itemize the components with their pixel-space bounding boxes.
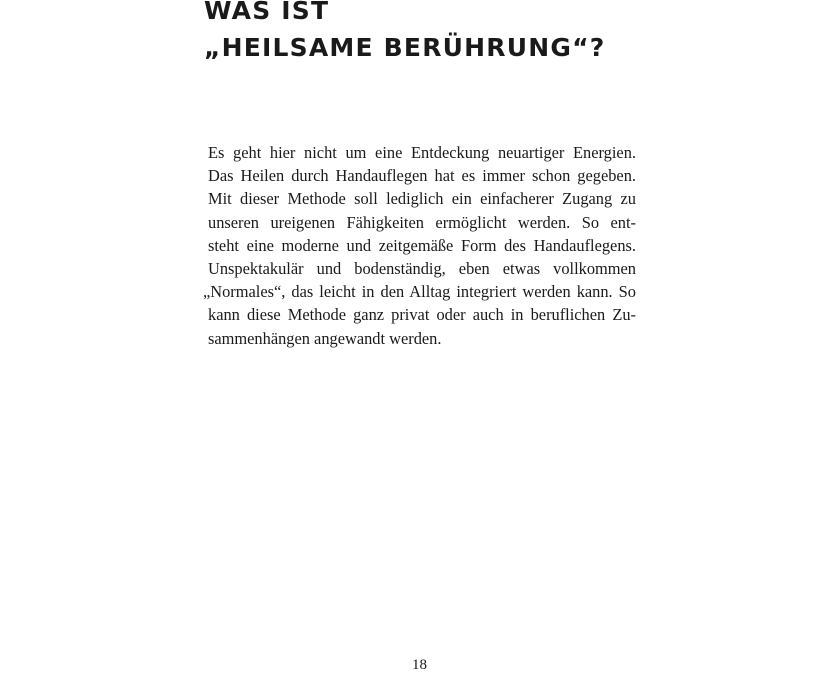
page-number: 18 [412, 657, 427, 673]
paragraph-line: unseren ureigenen Fähigkeiten ermöglicht werden. So ent- [208, 212, 636, 232]
paragraph-line: Es geht hier nicht um eine Entdeckung neuartiger Energien. [208, 143, 636, 162]
paragraph-line: steht eine moderne und zeitgemäße Form des Handauflegens. [208, 235, 636, 255]
paragraph-line: Mit dieser Methode soll lediglich ein einfacherer Zugang zu [208, 189, 636, 209]
paragraph-line: sammenhängen angewandt werden. [208, 328, 442, 348]
paragraph-line: „Normales“, das leicht in den Alltag integriert werden kann. So [203, 282, 636, 302]
paragraph-line: Das Heilen durch Handauflegen hat es immer schon gegeben. [208, 166, 636, 186]
chapter-heading-line-2: „HEILSAME BERÜHRUNG“? [204, 33, 606, 62]
chapter-heading [204, 0, 605, 66]
chapter-heading-line-1: WAS IST [204, 0, 330, 25]
paragraph-line: Unspektakulär und bodenständig, eben etwas vollkommen [208, 259, 636, 279]
body-paragraph [203, 141, 636, 350]
paragraph-line: kann diese Methode ganz privat oder auch in beruflichen Zu- [208, 305, 636, 325]
